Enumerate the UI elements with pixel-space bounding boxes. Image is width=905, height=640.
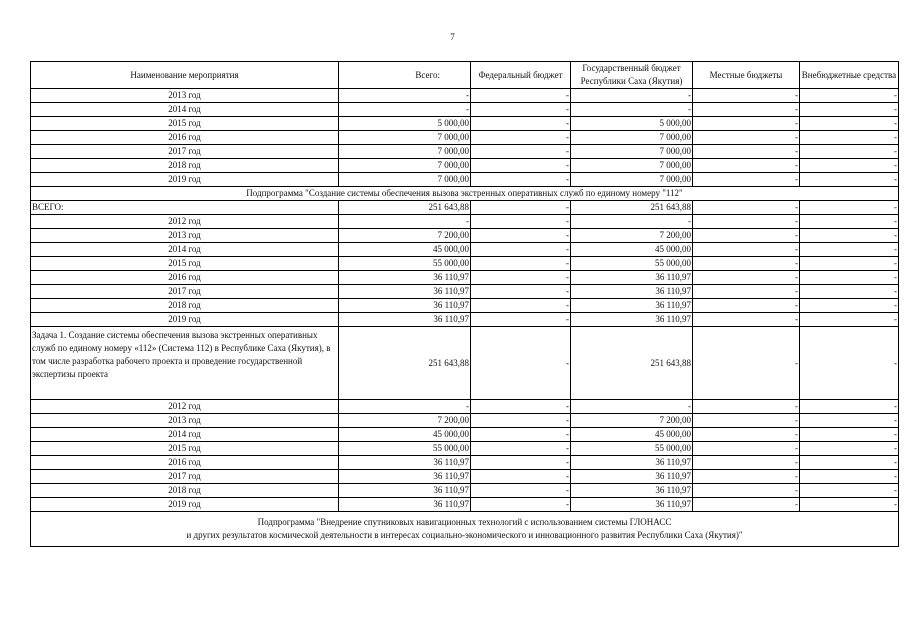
subprogram-heading-2-line: Подпрограмма "Внедрение спутниковых навигационных технологий с использованием системы ГЛОНАСС <box>257 517 672 527</box>
cell-local: - <box>693 484 800 498</box>
cell-state: 7 000,00 <box>571 145 693 159</box>
cell-extra: - <box>800 103 899 117</box>
cell-federal: - <box>471 456 571 470</box>
cell-total: 45 000,00 <box>339 243 471 257</box>
cell-extra: - <box>800 243 899 257</box>
cell-local: - <box>693 103 800 117</box>
cell-total: 36 110,97 <box>339 498 471 512</box>
cell-total: 7 000,00 <box>339 159 471 173</box>
cell-extra: - <box>800 145 899 159</box>
cell-state: 45 000,00 <box>571 428 693 442</box>
cell-federal: - <box>471 89 571 103</box>
cell-total: 36 110,97 <box>339 484 471 498</box>
year-row <box>31 243 899 257</box>
row-label: Задача 1. Создание системы обеспечения вызова экстренных оперативных служб по единому номеру «112» (Система 112) в Республике Саха (Якутия), в том числе разработка рабочего проекта и проведение государственной экспертизы проекта <box>31 327 339 400</box>
cell-extra: - <box>800 442 899 456</box>
row-label: 2019 год <box>31 173 339 187</box>
cell-total: 36 110,97 <box>339 285 471 299</box>
row-label: 2016 год <box>31 271 339 285</box>
cell-state: 7 200,00 <box>571 414 693 428</box>
cell-extra: - <box>800 89 899 103</box>
cell-total: 36 110,97 <box>339 271 471 285</box>
cell-extra: - <box>800 313 899 327</box>
cell-total: 251 643,88 <box>339 327 471 400</box>
row-label: 2014 год <box>31 428 339 442</box>
cell-total: - <box>339 400 471 414</box>
cell-state: 55 000,00 <box>571 442 693 456</box>
cell-federal: - <box>471 215 571 229</box>
cell-local: - <box>693 145 800 159</box>
cell-extra: - <box>800 117 899 131</box>
cell-total: 251 643,88 <box>339 201 471 215</box>
year-row <box>31 145 899 159</box>
year-row <box>31 456 899 470</box>
row-label: 2012 год <box>31 400 339 414</box>
header-federal: Федеральный бюджет <box>471 62 571 89</box>
cell-state: 251 643,88 <box>571 201 693 215</box>
row-label: 2013 год <box>31 89 339 103</box>
cell-state: 36 110,97 <box>571 285 693 299</box>
cell-state: 36 110,97 <box>571 271 693 285</box>
header-total: Всего: <box>339 62 471 89</box>
cell-extra: - <box>800 414 899 428</box>
row-label: 2013 год <box>31 414 339 428</box>
cell-federal: - <box>471 400 571 414</box>
row-label: 2018 год <box>31 299 339 313</box>
cell-extra: - <box>800 470 899 484</box>
row-label: 2015 год <box>31 442 339 456</box>
cell-federal: - <box>471 414 571 428</box>
cell-extra: - <box>800 327 899 400</box>
cell-local: - <box>693 442 800 456</box>
header-state: Государственный бюджет Республики Саха (Якутия) <box>571 62 693 89</box>
year-row <box>31 498 899 512</box>
year-row <box>31 257 899 271</box>
cell-total: 7 200,00 <box>339 229 471 243</box>
cell-extra: - <box>800 271 899 285</box>
cell-federal: - <box>471 257 571 271</box>
year-row <box>31 428 899 442</box>
row-label: 2018 год <box>31 159 339 173</box>
cell-total: 36 110,97 <box>339 470 471 484</box>
cell-extra: - <box>800 484 899 498</box>
cell-total: 7 200,00 <box>339 414 471 428</box>
cell-federal: - <box>471 428 571 442</box>
subprogram-heading-2-line: и других результатов космической деятельности в интересах социально-экономического и инновационного развития Республики Саха (Якутия)" <box>186 530 743 540</box>
cell-local: - <box>693 201 800 215</box>
cell-state: 36 110,97 <box>571 498 693 512</box>
cell-state: - <box>571 400 693 414</box>
year-row <box>31 484 899 498</box>
row-label: 2019 год <box>31 498 339 512</box>
cell-state: 36 110,97 <box>571 456 693 470</box>
cell-local: - <box>693 173 800 187</box>
cell-total: - <box>339 103 471 117</box>
cell-federal: - <box>471 117 571 131</box>
year-row <box>31 103 899 117</box>
cell-local: - <box>693 271 800 285</box>
cell-total: - <box>339 89 471 103</box>
cell-local: - <box>693 456 800 470</box>
cell-state: 7 200,00 <box>571 229 693 243</box>
year-row <box>31 285 899 299</box>
cell-state: 36 110,97 <box>571 299 693 313</box>
cell-local: - <box>693 117 800 131</box>
budget-table <box>30 61 899 547</box>
cell-total: 5 000,00 <box>339 117 471 131</box>
year-row <box>31 215 899 229</box>
cell-total: 7 000,00 <box>339 131 471 145</box>
cell-total: 7 000,00 <box>339 145 471 159</box>
cell-local: - <box>693 89 800 103</box>
cell-federal: - <box>471 285 571 299</box>
row-label: 2018 год <box>31 484 339 498</box>
cell-state: 7 000,00 <box>571 173 693 187</box>
cell-state: - <box>571 89 693 103</box>
year-row <box>31 229 899 243</box>
task-row <box>31 327 899 400</box>
row-label: ВСЕГО: <box>31 201 339 215</box>
subprogram-heading-line: Подпрограмма "Создание системы обеспечения вызова экстренных оперативных служб по единому номеру "112" <box>246 188 683 198</box>
cell-local: - <box>693 285 800 299</box>
cell-total: 7 000,00 <box>339 173 471 187</box>
year-row <box>31 299 899 313</box>
cell-federal: - <box>471 299 571 313</box>
cell-extra: - <box>800 299 899 313</box>
header-extra: Внебюджетные средства <box>800 62 899 89</box>
subprogram-heading-2 <box>31 512 899 547</box>
header-local: Местные бюджеты <box>693 62 800 89</box>
total-row <box>31 201 899 215</box>
cell-extra: - <box>800 400 899 414</box>
cell-federal: - <box>471 243 571 257</box>
cell-federal: - <box>471 145 571 159</box>
cell-local: - <box>693 229 800 243</box>
subprogram-heading-text <box>31 187 899 201</box>
subprogram-heading <box>31 187 899 201</box>
cell-federal: - <box>471 201 571 215</box>
cell-local: - <box>693 327 800 400</box>
table-header-row <box>31 62 899 89</box>
cell-federal: - <box>471 498 571 512</box>
row-label: 2012 год <box>31 215 339 229</box>
cell-state: 55 000,00 <box>571 257 693 271</box>
cell-extra: - <box>800 428 899 442</box>
cell-total: - <box>339 215 471 229</box>
cell-total: 36 110,97 <box>339 456 471 470</box>
cell-extra: - <box>800 131 899 145</box>
row-label: 2014 год <box>31 243 339 257</box>
row-label: 2016 год <box>31 131 339 145</box>
year-row <box>31 89 899 103</box>
cell-federal: - <box>471 103 571 117</box>
header-name: Наименование мероприятия <box>31 62 339 89</box>
cell-total: 55 000,00 <box>339 257 471 271</box>
cell-extra: - <box>800 257 899 271</box>
cell-local: - <box>693 243 800 257</box>
cell-state: - <box>571 103 693 117</box>
cell-total: 36 110,97 <box>339 313 471 327</box>
cell-federal: - <box>471 271 571 285</box>
cell-state: 36 110,97 <box>571 484 693 498</box>
cell-local: - <box>693 215 800 229</box>
year-row <box>31 117 899 131</box>
cell-extra: - <box>800 498 899 512</box>
cell-extra: - <box>800 159 899 173</box>
cell-federal: - <box>471 484 571 498</box>
cell-federal: - <box>471 313 571 327</box>
year-row <box>31 470 899 484</box>
cell-state: - <box>571 215 693 229</box>
year-row <box>31 400 899 414</box>
cell-state: 36 110,97 <box>571 313 693 327</box>
cell-extra: - <box>800 173 899 187</box>
year-row <box>31 414 899 428</box>
cell-extra: - <box>800 215 899 229</box>
cell-total: 45 000,00 <box>339 428 471 442</box>
cell-local: - <box>693 498 800 512</box>
cell-local: - <box>693 414 800 428</box>
cell-extra: - <box>800 456 899 470</box>
cell-federal: - <box>471 229 571 243</box>
year-row <box>31 131 899 145</box>
cell-local: - <box>693 400 800 414</box>
cell-total: 55 000,00 <box>339 442 471 456</box>
row-label: 2014 год <box>31 103 339 117</box>
cell-federal: - <box>471 327 571 400</box>
year-row <box>31 271 899 285</box>
year-row <box>31 313 899 327</box>
year-row <box>31 173 899 187</box>
cell-state: 36 110,97 <box>571 470 693 484</box>
cell-local: - <box>693 470 800 484</box>
cell-local: - <box>693 131 800 145</box>
page-number: 7 <box>450 32 455 42</box>
cell-total: 36 110,97 <box>339 299 471 313</box>
cell-state: 5 000,00 <box>571 117 693 131</box>
cell-state: 7 000,00 <box>571 131 693 145</box>
cell-federal: - <box>471 159 571 173</box>
cell-federal: - <box>471 442 571 456</box>
cell-extra: - <box>800 285 899 299</box>
subprogram-heading-2-text <box>31 512 899 547</box>
row-label: 2015 год <box>31 117 339 131</box>
cell-local: - <box>693 257 800 271</box>
cell-federal: - <box>471 470 571 484</box>
row-label: 2019 год <box>31 313 339 327</box>
row-label: 2017 год <box>31 285 339 299</box>
row-label: 2015 год <box>31 257 339 271</box>
cell-local: - <box>693 159 800 173</box>
row-label: 2013 год <box>31 229 339 243</box>
row-label: 2017 год <box>31 470 339 484</box>
row-label: 2016 год <box>31 456 339 470</box>
year-row <box>31 442 899 456</box>
cell-state: 7 000,00 <box>571 159 693 173</box>
cell-local: - <box>693 428 800 442</box>
cell-state: 45 000,00 <box>571 243 693 257</box>
cell-local: - <box>693 313 800 327</box>
cell-local: - <box>693 299 800 313</box>
year-row <box>31 159 899 173</box>
cell-extra: - <box>800 229 899 243</box>
cell-federal: - <box>471 131 571 145</box>
table-body <box>31 89 899 547</box>
row-label: 2017 год <box>31 145 339 159</box>
cell-federal: - <box>471 173 571 187</box>
cell-state: 251 643,88 <box>571 327 693 400</box>
cell-extra: - <box>800 201 899 215</box>
